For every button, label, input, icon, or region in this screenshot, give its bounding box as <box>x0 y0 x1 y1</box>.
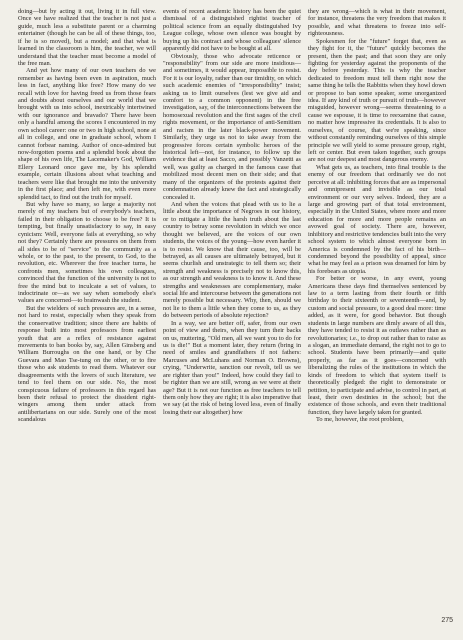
paragraph: In a way, we are better off, safer, from our own point of view and theirs, when they turn their backs on us, muttering, "Old men, all we want you to do for us is die!" But a moment later, they return (bring in need of smiles and grandfathers if not fathers: Marcuses and McLuhans and Norman O. Browns), crying, "Underwrite, sanction our revolt, tell us we are righter than you!" Indeed, how could they fail to be righter than we are still, wrong as we were at their age? But it is not our function as free teachers to tell them only how they are right; it is also imperative that we say (at the risk of being loved less, even of finally losing their ear altogether) how <box>163 319 301 416</box>
paragraph: For better or worse, in any event, young Americans these days find themselves sentenced by law to a term lasting from their fourth or fifth birthday to their sixteenth or seventeenth—and, by custom and social pressure, to a good deal more: time added, as it were, for good behavior. But though students in large numbers are dimly aware of all this, they have tended to resist it as outlaws rather than as revolutionaries; i.e., to drop out rather than to raise as a slogan, an immediate demand, the right not to go to school. Students have been primarily—and quite properly, as far as it goes—concerned with liberalizing the rules of the institutions in which the kinds of freedom to which that system itself is theoretically pledged: the right to demonstrate or petition, to participate and advise, to control in part, at least, their own destinies in the school; but the existence of those schools, and even their traditional function, they have largely taken for granted. <box>308 275 446 416</box>
paragraph: What gets us, as teachers, into final trouble is the enemy of our freedom that ordinarily we do not perceive at all: inhibiting forces that are as impersonal and omnipresent and invisible as our total environment or our very selves. Indeed, they are a large and growing part of that total environment, especially in the United States, where more and more education for more and more people remains an avowed goal of society. There are, however, inhibitory and restrictive tendencies built into the very school system to which almost everyone born in America is condemned by the fact of his birth—condemned beyond the possibility of appeal, since what he may feel as a prison was dreamed for him by his forebears as utopia. <box>308 163 446 275</box>
paragraph: events of recent academic history has been the quiet dismissal of a distinguished rightist teacher of political science from an equally distinguished Ivy League college, whose own silence was bought by buying up his contract and whose colleagues' silence apparently did not have to be bought at all. <box>163 8 301 53</box>
paragraph: Spokesmen for the "future" forget that, even as they fight for it, the "future" quickly becomes the present, then the past; and that soon they are only fighting for yesterday against the proponents of the day before yesterday. This is why the teacher dedicated to freedom must tell them right now the same thing he tells the Rabbitts when they howl down or propose to ban some speaker, some unorganized idea. If any kind of truth or pursuit of truth—however misguided, however wrong—seems threatening to a cause we espouse, it is time to reexamine that cause, no matter how impressive its credentials. It is also to ourselves, of course, that we're speaking, since without constantly reminding ourselves of this simple principle we will yield to some pressure group, right, left or center. But even taken together, such groups are not our deepest and most dangerous enemy. <box>308 37 446 164</box>
paragraph: And when the voices that plead with us to lie a little about the importance of Negroes in our history, or to mitigate a little the harsh truth about the last country to betray some revolution in which we once thought we believed, are the voices of our own students, the voices of the young—how even harder it is to resist. We know that their cause, too, will be betrayed, as all causes are ultimately betrayed, but it seems churlish and unstrategic to tell them so; their strength and weakness is precisely not to know this, as our strength and weakness is to know it. And these strengths and weaknesses are complementary, make social life and intercourse between the generations not merely possible but necessary. Why, then, should we not lie to them a little when they come to us, as they do between periods of absolute rejection? <box>163 200 301 320</box>
text-column-2 <box>163 8 301 626</box>
magazine-page <box>18 8 446 626</box>
text-column-1 <box>18 8 156 626</box>
paragraph: they are wrong—which is what in their movement, for instance, threatens the very freedom that makes it possible, and what threatens to freeze into self-righteousness. <box>308 8 446 38</box>
paragraph: Obviously, those who advocate reticence or "responsibility" from our side are more insidious—and sometimes, it would appear, impossible to resist. For it is our loyalty, rather than our timidity, on which such academic enemies of "irresponsibility" insist; asking us to limit ourselves (lest we give aid and comfort to a common opponent) in the free investigation, say, of the interconnections between the homosexual revolution and the first sages of the civil rights movement, or the importance of anti-Semitism and racism in the later black-power movement. Similarly, they urge us not to take away from the progressive forces certain symbolic heroes of the historical left—not, for instance, to follow up the evidence that at least Sacco, and possibly Vanzetti as well, was guilty as charged in the famous case that mobilized most decent men on their side; and that many of the organizers of the protests against their condemnation already knew the fact and strategically concealed it. <box>163 52 301 201</box>
paragraph: doing—but by acting it out, living it in full view. Once we have realized that the teacher is not just a guide, much less a substitute parent or a charming entertainer (though he can be all of these things, too, if he is so moved), but a model; and that what is learned in the classroom is him, the teacher, we will understand that the teacher must become a model of the free man. <box>18 8 156 67</box>
paragraph: But the wielders of such pressures are, in a sense, not hard to resist, especially when they speak from the conservative tradition; since there are habits of response built into most professors from earliest youth that are a reflex of resistance against movements to ban books by, say, Allen Ginsberg and William Burroughs on the one hand, or by Che Guevara and Mao Tse-tung on the other, or to fire those who ask students to read them. Whatever our disagreements with the lovers of such literature, we tend to feel them on our side. No, the most conspicuous failure of professors in this regard has been their refusal to protect the dissident right-wingers among them under attack from antilibertarians on our side. Surely one of the most scandalous <box>18 304 156 424</box>
page-number: 275 <box>441 617 453 624</box>
paragraph: And yet how many of our own teachers do we remember as having been even in aspiration, much less in fact, anything like free? How many do we recall with love for having freed us from those fears and doubts about ourselves and our world that we brought with us into school, inextricably intertwined with our ignorance and bravado? There have been only a handful among the scores I encountered in my own school career: one or two in high school, none at all in college, and one in graduate school, whom I cannot forbear naming. Author of once-admired but now-forgotten poems and a splendid book about the shape of his own life, The Lacemaker's God, William Ellery Leonard once gave me, by his splendid example, certain illusions about what teaching and teachers were like that brought me into the university in the first place; and then left me, with even more splendid tact, to find out the truth for myself. <box>18 67 156 201</box>
paragraph: But why have so many, so large a majority not merely of my teachers but of everybody's teachers, failed in their obligation to choose to be free? It is tempting, but finally unsatisfactory to say, in easy cynicism: Well, everyone fails at everything, so why not they? Certainly there are pressures on them from all sides to be of "service" to the community as a whole, or to the past, to the present, to God, to the revolution, etc. Wherever the free teacher turns, he confronts men, sometimes his own colleagues, convinced that the function of the university is not to free the mind but to inculcate a set of values, to indoctrinate or—as we say when somebody else's values are concerned—to brainwash the student. <box>18 200 156 305</box>
paragraph: To me, however, the root problem, <box>316 416 404 424</box>
text-column-3 <box>308 8 446 626</box>
